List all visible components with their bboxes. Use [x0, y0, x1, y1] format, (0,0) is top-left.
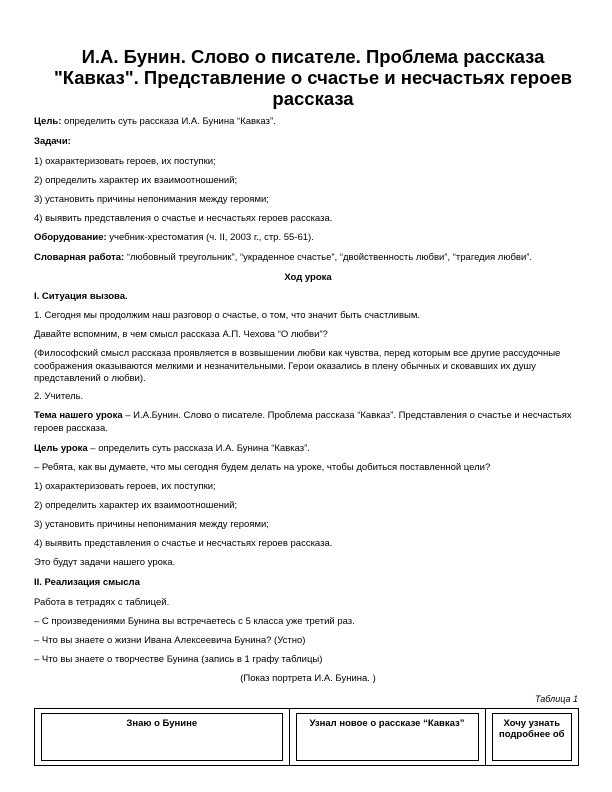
task-item: 1) охарактеризовать героев, их поступки; [34, 481, 216, 492]
paragraph: Это будут задачи нашего урока. [34, 557, 176, 568]
table-caption: Таблица 1 [534, 694, 578, 704]
paragraph: – Что вы знаете о творчестве Бунина (запись в 1 графу таблицы) [34, 654, 323, 665]
task-item: 2) определить характер их взаимоотношений; [34, 175, 238, 186]
paragraph: 1. Сегодня мы продолжим наш разговор о счастье, о том, что значит быть счастливым. [34, 310, 420, 321]
portrait-note: (Показ портрета И.А. Бунина. ) [240, 673, 376, 684]
lesson-heading-text: Ход урока [284, 272, 332, 283]
table-row [35, 709, 579, 766]
lesson-goal-line [34, 443, 582, 456]
tasks-label-text: Задачи: [34, 136, 71, 147]
equipment-text: учебник-хрестоматия (ч. II, 2003 г., стр. 55-61). [106, 232, 314, 243]
equipment-label: Оборудование: [34, 232, 107, 243]
paragraph: 2. Учитель. [34, 391, 84, 402]
topic-text: – И.А.Бунин. Слово о писателе. Проблема рассказа “Кавказ”. Представления о счастье и несчастьях героев рассказа. [34, 410, 572, 434]
topic-label: Тема нашего урока [34, 410, 123, 421]
topic-line [34, 410, 582, 435]
header-text-want: Хочу узнать подробнее об [492, 713, 573, 761]
paragraph: (Философский смысл рассказа проявляется в возвышении любви как чувства, перед которым все другие рассудочные соображения оказываются мелкими и незначительными. Герои оказались в плену обычных и сковавших их душу представлений о любви). [34, 348, 561, 384]
goal-label: Цель: [34, 116, 62, 127]
paragraph: – Ребята, как вы думаете, что мы сегодня будем делать на уроке, чтобы добиться поставленной цели? [34, 462, 491, 473]
table-header-cell [35, 709, 290, 766]
paragraph: – С произведениями Бунина вы встречаетесь с 5 класса уже третий раз. [34, 616, 355, 627]
task-item: 3) установить причины непонимания между героями; [34, 519, 269, 530]
table-header-cell [289, 709, 485, 766]
vocab-line [34, 252, 582, 265]
task-item: 3) установить причины непонимания между героями; [34, 194, 269, 205]
goal-text: определить суть рассказа И.А. Бунина “Кавказ”. [61, 116, 276, 127]
section1-text: I. Ситуация вызова. [34, 291, 128, 302]
lesson-goal-label: Цель урока [34, 443, 88, 454]
paragraph: – Что вы знаете о жизни Ивана Алексеевича Бунина? (Устно) [34, 635, 306, 646]
vocab-text: “любовный треугольник”, “украденное счастье”, “двойственность любви”, “трагедия любви”. [124, 252, 533, 263]
task-item: 1) охарактеризовать героев, их поступки; [34, 156, 216, 167]
tasks-label [34, 136, 582, 149]
section2-text: II. Реализация смысла [34, 577, 140, 588]
equipment-line [34, 232, 582, 245]
table-header-cell [485, 709, 579, 766]
paragraph: Работа в тетрадях с таблицей. [34, 597, 170, 608]
section-heading [34, 291, 582, 304]
goal-line [34, 116, 582, 129]
notes-table [34, 708, 579, 766]
task-item: 4) выявить представления о счастье и несчастьях героев рассказа. [34, 538, 333, 549]
task-item: 2) определить характер их взаимоотношений; [34, 500, 238, 511]
task-item: 4) выявить представления о счастье и несчастьях героев рассказа. [34, 213, 333, 224]
lesson-goal-text: – определить суть рассказа И.А. Бунина “Кавказ”. [87, 443, 310, 454]
vocab-label: Словарная работа: [34, 252, 125, 263]
paragraph: Давайте вспомним, в чем смысл рассказа А.П. Чехова “О любви”? [34, 329, 328, 340]
header-text-new: Узнал новое о рассказе “Кавказ” [296, 713, 479, 761]
section-heading [34, 577, 582, 590]
header-text-known: Знаю о Бунине [41, 713, 283, 761]
page-title: И.А. Бунин. Слово о писателе. Проблема рассказа "Кавказ". Представление о счастье и несчастьях героев рассказа [53, 46, 573, 109]
lesson-heading [34, 272, 582, 285]
